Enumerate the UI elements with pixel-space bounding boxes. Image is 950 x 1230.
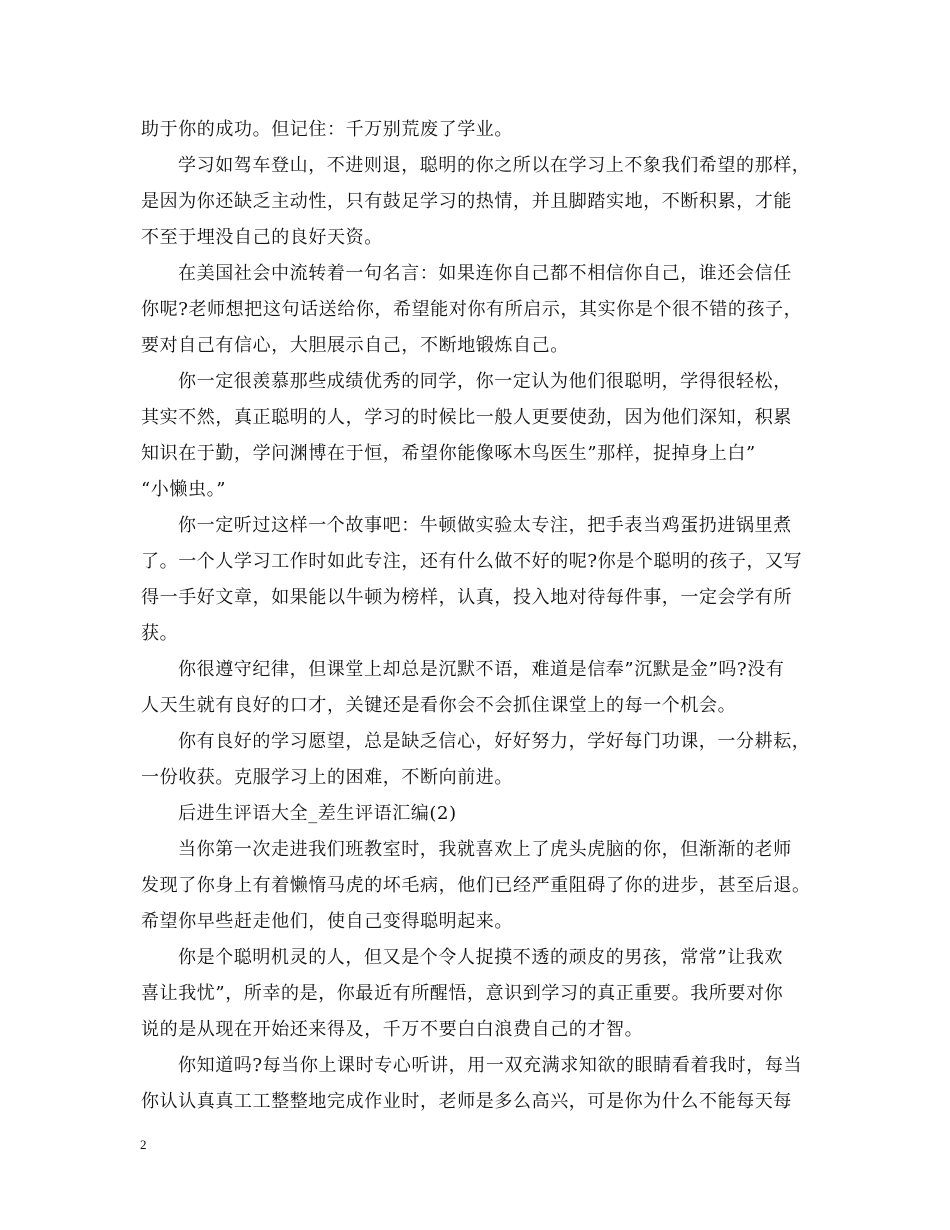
text-line: 喜让我忧”，所幸的是，你最近有所醒悟，意识到学习的真正重要。我所要对你	[141, 983, 784, 1004]
text-line: 你知道吗?每当你上课时专心听讲，用一双充满求知欲的眼睛看着我时，每当	[178, 1055, 803, 1076]
text-line: 当你第一次走进我们班教室时，我就喜欢上了虎头虎脑的你，但渐渐的老师	[178, 839, 792, 860]
text-line: 你有良好的学习愿望，总是缺乏信心，好好努力，学好每门功课，一分耕耘，	[178, 731, 811, 752]
text-line: 人天生就有良好的口才，关键还是看你会不会抓住课堂上的每一个机会。	[141, 695, 737, 716]
text-line: 你认认真真工工整整地完成作业时，老师是多么高兴，可是你为什么不能每天每	[141, 1091, 792, 1112]
text-line: 你呢?老师想把这句话送给你，希望能对你有所启示，其实你是个很不错的孩子，	[141, 299, 803, 320]
text-line: 要对自己有信心，大胆展示自己，不断地锻炼自己。	[141, 335, 569, 356]
text-line: 你是个聪明机灵的人，但又是个令人捉摸不透的顽皮的男孩，常常”让我欢	[178, 947, 783, 968]
text-line: “小懒虫。”	[141, 479, 227, 500]
section-heading: 后进生评语大全_差生评语汇编(2)	[178, 803, 457, 824]
text-line: 获。	[141, 623, 179, 644]
text-line: 不至于埋没自己的良好天资。	[141, 227, 383, 248]
text-line: 助于你的成功。但记住：千万别荒废了学业。	[141, 119, 513, 140]
text-line: 发现了你身上有着懒惰马虎的坏毛病，他们已经严重阻碍了你的进步，甚至后退。	[141, 875, 811, 896]
text-line: 希望你早些赶走他们，使自己变得聪明起来。	[141, 911, 513, 932]
text-line: 一份收获。克服学习上的困难，不断向前进。	[141, 767, 513, 788]
text-line: 说的是从现在开始还来得及，千万不要白白浪费自己的才智。	[141, 1019, 644, 1040]
text-line: 你很遵守纪律，但课堂上却总是沉默不语，难道是信奉”沉默是金”吗?没有	[178, 659, 785, 680]
text-line: 了。一个人学习工作时如此专注，还有什么做不好的呢?你是个聪明的孩子，又写	[141, 551, 803, 572]
text-line: 你一定听过这样一个故事吧：牛顿做实验太专注，把手表当鸡蛋扔进锅里煮	[178, 515, 792, 536]
text-line: 是因为你还缺乏主动性，只有鼓足学习的热情，并且脚踏实地，不断积累，才能	[141, 191, 792, 212]
text-line: 知识在于勤，学问渊博在于恒，希望你能像啄木鸟医生”那样，捉掉身上白”	[141, 443, 756, 464]
text-line: 得一手好文章，如果能以牛顿为榜样，认真，投入地对待每件事，一定会学有所	[141, 587, 792, 608]
page-number: 2	[140, 1137, 147, 1152]
text-line: 其实不然，真正聪明的人，学习的时候比一般人更要使劲，因为他们深知，积累	[141, 407, 792, 428]
text-line: 学习如驾车登山，不进则退，聪明的你之所以在学习上不象我们希望的那样，	[178, 155, 811, 176]
text-line: 在美国社会中流转着一句名言：如果连你自己都不相信你自己，谁还会信任	[178, 263, 792, 284]
text-line: 你一定很羡慕那些成绩优秀的同学，你一定认为他们很聪明，学得很轻松，	[178, 371, 792, 392]
